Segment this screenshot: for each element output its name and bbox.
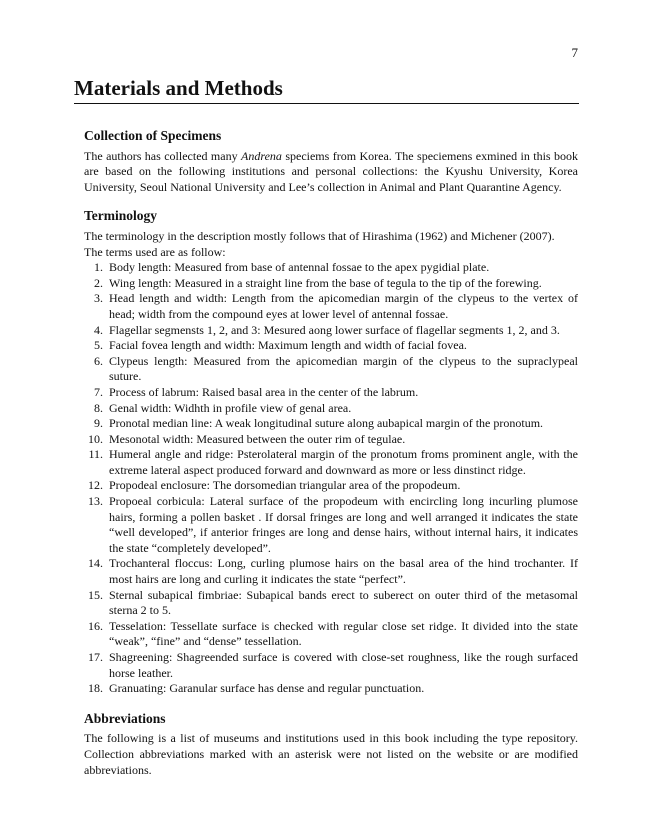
list-number: 12. xyxy=(88,478,103,493)
list-number: 2. xyxy=(94,275,103,290)
section-heading: Abbreviations xyxy=(84,710,166,726)
list-text: Body length: Measured from base of antennal fossae to the apex pygidial plate. xyxy=(109,260,490,275)
list-text: Process of labrum: Raised basal area in the center of the labrum. xyxy=(109,384,419,399)
list-item xyxy=(84,354,578,385)
section-terminology xyxy=(84,208,578,696)
genus-name: Andrena xyxy=(241,148,282,163)
list-number: 5. xyxy=(94,338,103,353)
list-number: 10. xyxy=(88,431,103,446)
list-text: Flagellar segmensts 1, 2, and 3: Mesured aong lower surface of flagellar segments 1, 2, and 3. xyxy=(109,322,560,337)
section-abbreviations xyxy=(84,711,578,778)
list-item xyxy=(84,619,578,650)
list-item xyxy=(84,556,578,587)
list-text: Sternal subapical fimbriae: Subapical bands erect to suberect on outer third of the metasomal sterna 2 to 5. xyxy=(109,587,578,618)
list-text: Clypeus length: Measured from the apicomedian margin of the clypeus to the supraclypeal suture. xyxy=(109,353,578,384)
list-number: 8. xyxy=(94,400,103,415)
list-item xyxy=(84,276,578,292)
chapter-title: Materials and Methods xyxy=(74,76,579,104)
list-number: 7. xyxy=(94,384,103,399)
list-number: 18. xyxy=(88,681,103,696)
list-item xyxy=(84,447,578,478)
list-text: Head length and width: Length from the apicomedian margin of the clypeus to the vertex of head; width from the compound eyes at lower level of antennal fossae. xyxy=(109,291,578,321)
list-item xyxy=(84,338,578,354)
list-number: 17. xyxy=(88,650,103,664)
list-text: Propoeal corbicula: Lateral surface of the propodeum with encircling long incurling plumose hairs, forming a pollen basket . If dorsal fringes are long and well arranged it indicates the state “well developed”, if anterior fringes are long and dense hairs, without internal hairs, it indicates the state “completely developed”. xyxy=(109,494,578,555)
list-text: Tesselation: Tessellate surface is checked with regular close set ridge. It divided into the state “weak”, “fine” and “dense” tessellation. xyxy=(109,618,578,649)
section-heading: Collection of Specimens xyxy=(84,128,222,143)
intro-line: The terms used are as follow: xyxy=(84,244,226,259)
intro-line: The terminology in the description mostly follows that of Hirashima (1962) and Michener (2007). xyxy=(84,228,555,243)
list-text: Facial fovea length and width: Maximum length and width of facial fovea. xyxy=(109,338,467,353)
list-text: Wing length: Measured in a straight line from the base of tegula to the tip of the forewing. xyxy=(109,275,542,290)
list-item xyxy=(84,478,578,494)
list-number: 4. xyxy=(94,322,103,337)
section-collection xyxy=(84,128,578,195)
list-text: Trochanteral floccus: Long, curling plumose hairs on the basal area of the hind trochanter. If most hairs are long and curling it indicates the state “perfect”. xyxy=(109,556,578,587)
list-number: 3. xyxy=(94,291,103,306)
list-item xyxy=(84,401,578,417)
list-number: 1. xyxy=(94,260,103,275)
list-text: Mesonotal width: Measured between the outer rim of tegulae. xyxy=(109,431,406,446)
list-number: 14. xyxy=(88,556,103,571)
section-heading: Terminology xyxy=(84,208,158,224)
list-item xyxy=(84,291,578,322)
list-number: 15. xyxy=(88,587,103,602)
list-item xyxy=(84,416,578,432)
list-text: Pronotal median line: A weak longitudinal suture along aubapical margin of the pronotum. xyxy=(109,416,544,431)
list-number: 9. xyxy=(94,416,103,431)
section-paragraph: The following is a list of museums and institutions used in this book including the type repository. Collection abbreviations marked with an asterisk were not listed on the website or are modified abbreviations. xyxy=(84,731,578,777)
list-item xyxy=(84,650,578,681)
list-number: 13. xyxy=(88,494,103,509)
page-number: 7 xyxy=(571,45,578,60)
list-text: Shagreening: Shagreended surface is covered with close-set roughness, like the rough surfaced horse leather. xyxy=(109,650,578,680)
list-text: Humeral angle and ridge: Psterolateral margin of the pronotum froms prominent angle, with the extreme lateral aspect produced forward and downward as more or less dinstinct ridge. xyxy=(109,447,578,477)
list-number: 11. xyxy=(88,447,103,462)
section-paragraph: The authors has collected many Andrena speciems from Korea. The speciemens exmined in this book are based on the following institutions and personal collections: the Kyushu University, Korea University, Seoul National University and Lee’s collection in Animal and Plant Quarantine Agency. xyxy=(84,148,578,194)
list-item xyxy=(84,432,578,448)
list-item xyxy=(84,494,578,556)
list-item xyxy=(84,323,578,339)
list-item xyxy=(84,260,578,276)
list-number: 16. xyxy=(88,618,103,633)
list-text: Genal width: Widhth in profile view of genal area. xyxy=(109,400,352,415)
content xyxy=(84,128,578,778)
list-item xyxy=(84,588,578,619)
list-number: 6. xyxy=(94,353,103,368)
list-item xyxy=(84,385,578,401)
list-text: Granuating: Garanular surface has dense and regular punctuation. xyxy=(109,681,425,696)
list-item xyxy=(84,681,578,697)
terms-list xyxy=(84,260,578,697)
list-text: Propodeal enclosure: The dorsomedian triangular area of the propodeum. xyxy=(109,478,461,493)
